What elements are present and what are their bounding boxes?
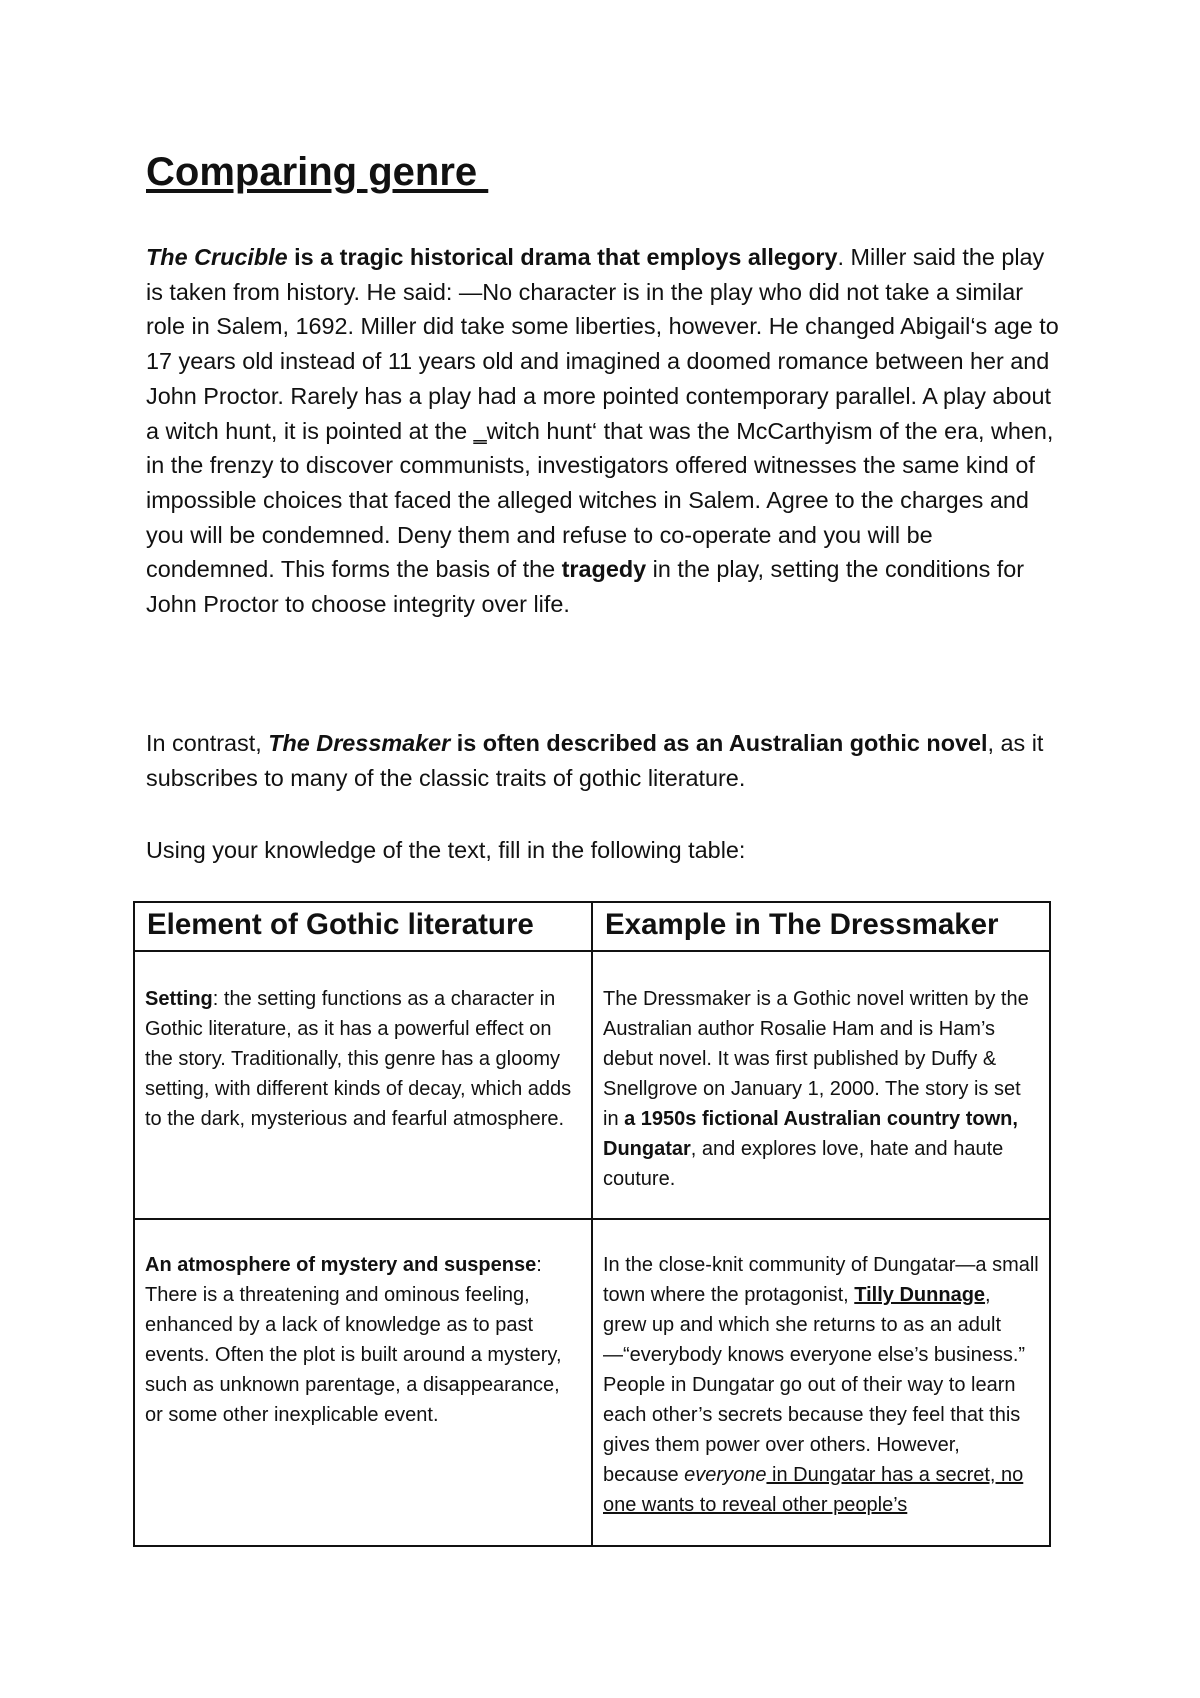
setting-example-text: The Dressmaker is a Gothic novel written by the Australian author Rosalie Ham and is Ham’s debut novel. It was first published by Duffy & Snellgrove on January 1, 2000. The story is set in bbox=[603, 988, 1029, 1130]
table-header-row bbox=[134, 902, 1050, 951]
setting-cell bbox=[134, 951, 592, 1219]
mystery-example-text: In the close-knit community of Dungatar—a small town where the protagonist, bbox=[603, 1254, 1039, 1306]
mystery-example-text-end: in Dungatar has a secret, no one wants to reveal other people’s bbox=[603, 1464, 1024, 1516]
setting-description: : the setting functions as a character in Gothic literature, as it has a powerful effect on the story. Traditionally, this genre has a gloomy setting, with different kinds of decay, which adds to the dark, mysterious and fearful atmosphere. bbox=[145, 988, 572, 1130]
mystery-cell bbox=[134, 1219, 592, 1546]
column-header-example: Example in The Dressmaker bbox=[592, 902, 1050, 951]
dressmaker-genre-statement: is often described as an Australian gothic novel bbox=[450, 730, 988, 756]
tragedy-keyword: tragedy bbox=[561, 556, 647, 583]
setting-label: Setting bbox=[145, 988, 213, 1010]
dressmaker-body-text: , as it subscribes to many of the classic traits of gothic literature. bbox=[146, 730, 1044, 791]
dressmaker-paragraph bbox=[146, 726, 1066, 795]
table-instruction: Using your knowledge of the text, fill in the following table: bbox=[146, 837, 746, 863]
everyone-emphasis: everyone bbox=[684, 1464, 767, 1486]
setting-example-text-end: , and explores love, hate and haute couture. bbox=[603, 1138, 1004, 1190]
mystery-example-cell[interactable] bbox=[592, 1219, 1050, 1546]
crucible-genre-statement: is a tragic historical drama that employs allegory bbox=[287, 244, 838, 270]
contrast-intro: In contrast, bbox=[146, 730, 269, 756]
tilly-dunnage-link[interactable]: Tilly Dunnage bbox=[854, 1284, 986, 1306]
setting-example-cell[interactable] bbox=[592, 951, 1050, 1219]
mystery-label: An atmosphere of mystery and suspense bbox=[145, 1254, 537, 1276]
crucible-title: The Crucible bbox=[146, 244, 288, 270]
column-header-element: Element of Gothic literature bbox=[134, 902, 592, 951]
crucible-body-text-end: in the play, setting the conditions for John Proctor to choose integrity over life. bbox=[146, 556, 1025, 618]
crucible-body-text: . Miller said the play is taken from history. He said: —No character is in the play who did not take a similar role in Salem, 1692. Miller did take some liberties, however. He changed Abigail‘s age to 17 years old instead of 11 years old and imagined a doomed romance between her and John Proctor. Rarely has a play had a more pointed contemporary parallel. A play about a witch hunt, it is pointed at the ‗witch hunt‘ that was the McCarthyism of the era, when, in the frenzy to discover communists, investigators offered witnesses the same kind of impossible choices that faced the alleged witches in Salem. Agree to the charges and you will be condemned. Deny them and refuse to co-operate and you will be condemned. This forms the basis of the bbox=[146, 244, 1059, 583]
setting-example-highlight: a 1950s fictional Australian country town, Dungatar bbox=[603, 1108, 1018, 1160]
dressmaker-title: The Dressmaker bbox=[268, 730, 451, 756]
mystery-example-text-mid: , grew up and which she returns to as an adult—“everybody knows everyone else’s business.” People in Dungatar go out of their way to learn each other’s secrets because they feel that this gives them power over others. However, because bbox=[603, 1284, 1026, 1486]
crucible-paragraph bbox=[146, 240, 1066, 622]
page-title: Comparing genre bbox=[146, 150, 489, 194]
table-row bbox=[134, 1219, 1050, 1546]
gothic-elements-table bbox=[133, 901, 1051, 1547]
mystery-description: : There is a threatening and ominous feeling, enhanced by a lack of knowledge as to past events. Often the plot is built around a mystery, such as unknown parentage, a disappearance, or some other inexplicable event. bbox=[145, 1254, 562, 1426]
table-row bbox=[134, 951, 1050, 1219]
